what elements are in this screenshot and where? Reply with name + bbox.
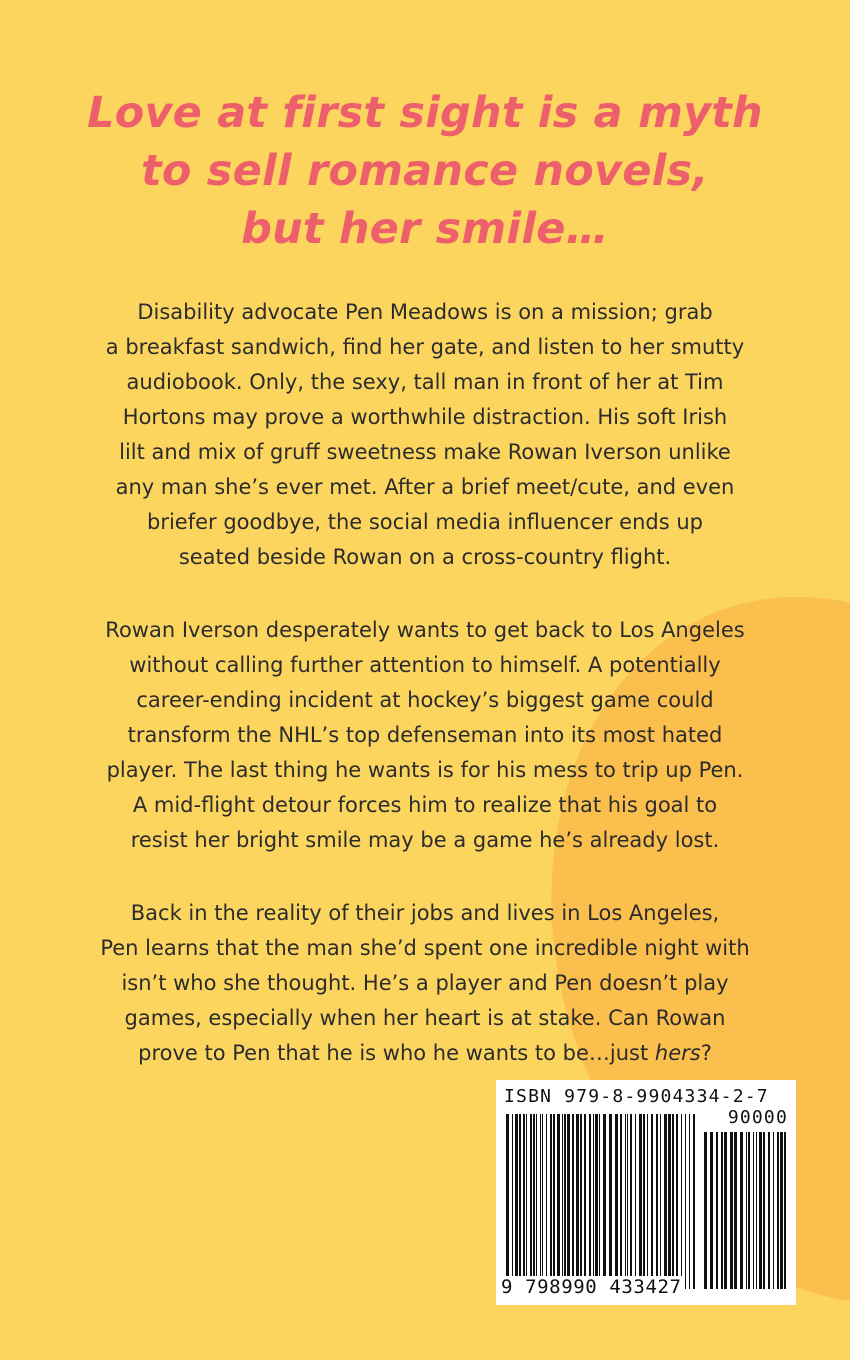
barcode-bar [526,1114,527,1289]
blurb-line: isn’t who she thought. He’s a player and Pen doesn’t play [121,971,729,995]
tagline-line-3: but her smile… [241,204,609,254]
barcode-bar [730,1132,733,1289]
blurb-line: Rowan Iverson desperately wants to get back to Los Angeles [105,618,745,642]
blurb-last-line [64,1036,786,1071]
isbn-label: ISBN 979-8-9904334-2-7 [504,1086,769,1107]
barcode-bar [746,1132,747,1289]
emphasis-hers: hers [654,1041,701,1065]
barcode-bar [589,1114,591,1289]
blurb-line: without calling further attention to himself. A potentially [129,653,721,677]
barcode-bar [593,1114,594,1289]
barcode-bar [625,1114,626,1289]
barcode-bar [780,1132,783,1289]
barcode-bar [542,1114,543,1289]
blurb-line: Pen learns that the man she’d spent one incredible night with [100,936,750,960]
barcode-bar [519,1114,521,1289]
barcode-bar [595,1114,598,1289]
barcode-bar [620,1114,622,1289]
blurb-last-line-punct: ? [700,1041,712,1065]
barcode-bar [693,1114,695,1289]
barcode-bar [557,1114,560,1289]
isbn-barcode [496,1080,796,1305]
barcode-bar [777,1132,779,1289]
barcode-bar [651,1114,653,1289]
blurb-line: career-ending incident at hockey’s biggest game could [136,688,714,712]
barcode-bar [603,1114,606,1289]
barcode-bar [734,1132,737,1289]
barcode-bar [635,1114,636,1289]
blurb-line: Hortons may prove a worthwhile distraction. His soft Irish [122,405,728,429]
blurb-line: Back in the reality of their jobs and lives in Los Angeles, [130,901,720,925]
blurb-paragraph-1 [64,295,786,575]
barcode-bar [540,1114,541,1289]
tagline [60,84,790,258]
blurb-line: games, especially when her heart is at stake. Can Rowan [124,1006,726,1030]
barcode-bar [567,1114,570,1289]
barcode-bar [759,1132,762,1289]
barcode-bar [773,1132,774,1289]
blurb-paragraph-3 [64,896,786,1071]
barcode-bar [656,1114,658,1289]
barcode-bar [643,1114,645,1289]
blurb-line: briefer goodbye, the social media influencer ends up [147,510,703,534]
blurb-line: audiobook. Only, the sexy, tall man in front of her at Tim [126,370,724,394]
blurb-line: resist her bright smile may be a game he’s already lost. [130,828,720,852]
barcode-bar [533,1114,535,1289]
barcode-bar [647,1114,648,1289]
barcode-bar [710,1132,713,1289]
barcode-bar [515,1114,518,1289]
barcode-bar [753,1132,754,1289]
barcode-bar [704,1132,707,1289]
barcode-bar [748,1132,750,1289]
blurb-line: Disability advocate Pen Meadows is on a mission; grab [137,300,713,324]
blurb-line: lilt and mix of gruff sweetness make Rowan Iverson unlike [119,440,731,464]
barcode-bar [689,1114,690,1289]
blurb-line: player. The last thing he wants is for his mess to trip up Pen. [106,758,744,782]
barcode-bar [506,1114,509,1289]
barcode-bar [685,1114,686,1289]
book-blurb [64,295,786,1109]
barcode-bar [530,1114,532,1289]
barcode-bar [627,1114,628,1289]
barcode-bar [668,1114,671,1289]
blurb-line: transform the NHL’s top defenseman into its most hated [127,723,723,747]
barcode-bar [536,1114,537,1289]
barcode-bars-addon [704,1132,788,1289]
barcode-bar [721,1132,723,1289]
barcode-bar [630,1114,632,1289]
barcode-bar [615,1114,618,1289]
blurb-last-line-text: prove to Pen that he is who he wants to be…just [138,1041,655,1065]
price-code: 90000 [727,1107,788,1128]
blurb-line: a breakfast sandwich, find her gate, and listen to her smutty [105,335,745,359]
barcode-bar [639,1114,642,1289]
barcode-bar [681,1114,682,1289]
barcode-bar [523,1114,525,1289]
barcode-bar [576,1114,579,1289]
blurb-line: seated beside Rowan on a cross-country flight. [178,545,672,569]
barcode-bar [784,1132,786,1289]
barcode-bar [740,1132,743,1289]
barcode-digits: 9 798990 433427 [498,1276,685,1298]
barcode-bar [550,1114,552,1289]
barcode-bar [599,1114,600,1289]
blurb-line: any man she’s ever met. After a brief meet/cute, and even [115,475,735,499]
tagline-line-2: to sell romance novels, [141,146,709,196]
barcode-bar [724,1132,727,1289]
barcode-bar [553,1114,555,1289]
barcode-bar [584,1114,586,1289]
blurb-line: A mid-flight detour forces him to realize that his goal to [132,793,718,817]
barcode-bar [660,1114,661,1289]
barcode-bar [609,1114,612,1289]
barcode-bar [768,1132,770,1289]
barcode-bar [572,1114,574,1289]
barcode-bar [562,1114,563,1289]
blurb-paragraph-2 [64,613,786,858]
barcode-bar [756,1132,757,1289]
tagline-line-1: Love at first sight is a myth [87,88,763,138]
barcode-bar [564,1114,566,1289]
barcode-bar [716,1132,718,1289]
barcode-bars-main [506,1114,696,1289]
barcode-bar [672,1114,674,1289]
barcode-bar [664,1114,667,1289]
barcode-bar [512,1114,513,1289]
barcode-bar [763,1132,765,1289]
barcode-bar [580,1114,582,1289]
barcode-bar [676,1114,678,1289]
barcode-bar [546,1114,547,1289]
